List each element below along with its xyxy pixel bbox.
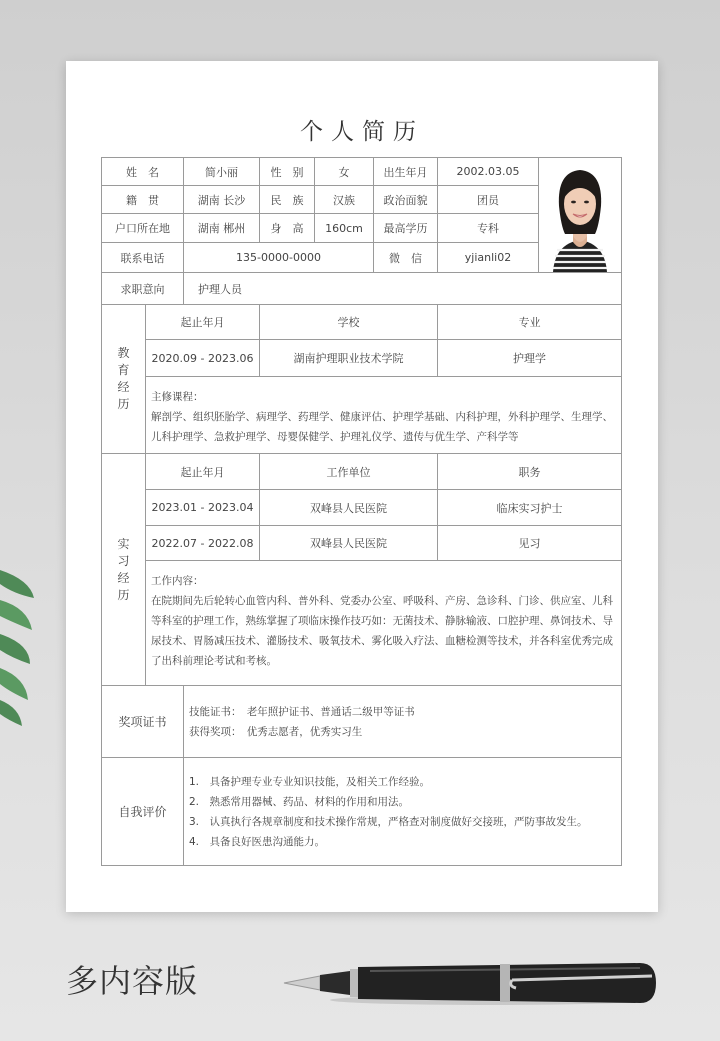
internship-role-2: 见习 bbox=[438, 526, 621, 561]
phone-label: 联系电话 bbox=[102, 243, 184, 273]
internship-unit-2: 双峰县人民医院 bbox=[260, 526, 438, 561]
degree-value: 专科 bbox=[438, 214, 539, 243]
resume-paper bbox=[66, 61, 658, 912]
ethnic-value: 汉族 bbox=[315, 186, 374, 214]
self-eval-label: 自我评价 bbox=[102, 758, 184, 865]
name-label: 姓 名 bbox=[102, 158, 184, 186]
internship-role-1: 临床实习护士 bbox=[438, 490, 621, 526]
degree-label: 最高学历 bbox=[374, 214, 438, 243]
internship-content: 工作内容： 在院期间先后轮转心血管内科、普外科、党委办公室、呼吸科、产房、急诊科、门诊、供应室、儿科 等科室的护理工作，熟练掌握了项临床操作技巧如：无菌技术、静脉输液、口腔护理、鼻饲技术、导 尿技术、胃肠减压技术、灌肠技术、吸氧技术、雾化吸入疗法、血糖检测等技术，并各科室优秀完成 了出科前理论考试和考核。 bbox=[146, 561, 621, 686]
profile-photo bbox=[539, 158, 621, 273]
education-school: 湖南护理职业技术学院 bbox=[260, 340, 438, 377]
hukou-value: 湖南 郴州 bbox=[184, 214, 260, 243]
education-courses: 主修课程： 解剖学、组织胚胎学、病理学、药理学、健康评估、护理学基础、内科护理，外科护理学、生理学、 儿科护理学、急救护理学、母婴保健学、护理礼仪学、遗传与优生学、产科学等 bbox=[146, 377, 621, 454]
political-value: 团员 bbox=[438, 186, 539, 214]
page-title: 个人简历 bbox=[300, 119, 424, 145]
internship-period-1: 2023.01 - 2023.04 bbox=[146, 490, 260, 526]
internship-header-role: 职务 bbox=[438, 454, 621, 490]
pen-decoration bbox=[280, 950, 660, 1010]
education-header-period: 起止年月 bbox=[146, 305, 260, 340]
gender-label: 性 别 bbox=[260, 158, 315, 186]
awards-content: 技能证书： 老年照护证书、普通话二级甲等证书 获得奖项： 优秀志愿者，优秀实习生 bbox=[184, 686, 621, 758]
wechat-value: yjianli02 bbox=[438, 243, 539, 273]
plant-leaf-decoration bbox=[0, 560, 40, 730]
education-header-major: 专业 bbox=[438, 305, 621, 340]
phone-value: 135-0000-0000 bbox=[184, 243, 374, 273]
height-label: 身 高 bbox=[260, 214, 315, 243]
birth-value: 2002.03.05 bbox=[438, 158, 539, 186]
education-period: 2020.09 - 2023.06 bbox=[146, 340, 260, 377]
hukou-label: 户口所在地 bbox=[102, 214, 184, 243]
birth-label: 出生年月 bbox=[374, 158, 438, 186]
resume-table bbox=[101, 157, 622, 866]
internship-header-period: 起止年月 bbox=[146, 454, 260, 490]
self-eval-content: 1. 具备护理专业专业知识技能，及相关工作经验。 2. 熟悉常用器械、药品、材料的作用和用法。 3. 认真执行各规章制度和技术操作常规，严格查对制度做好交接班，严防事故发生。 4. 具备良好医患沟通能力。 bbox=[189, 776, 588, 848]
education-major: 护理学 bbox=[438, 340, 621, 377]
internship-section-label: 实 习 经 历 bbox=[102, 454, 146, 686]
political-label: 政治面貌 bbox=[374, 186, 438, 214]
native-label: 籍 贯 bbox=[102, 186, 184, 214]
gender-value: 女 bbox=[315, 158, 374, 186]
intent-value: 护理人员 bbox=[184, 273, 621, 305]
awards-label: 奖项证书 bbox=[102, 686, 184, 758]
name-value: 简小丽 bbox=[184, 158, 260, 186]
height-value: 160cm bbox=[315, 214, 374, 243]
intent-label: 求职意向 bbox=[102, 273, 184, 305]
internship-unit-1: 双峰县人民医院 bbox=[260, 490, 438, 526]
wechat-label: 微 信 bbox=[374, 243, 438, 273]
internship-period-2: 2022.07 - 2022.08 bbox=[146, 526, 260, 561]
internship-header-unit: 工作单位 bbox=[260, 454, 438, 490]
ethnic-label: 民 族 bbox=[260, 186, 315, 214]
native-value: 湖南 长沙 bbox=[184, 186, 260, 214]
education-header-school: 学校 bbox=[260, 305, 438, 340]
education-section-label: 教 育 经 历 bbox=[102, 305, 146, 454]
version-caption: 多内容版 bbox=[66, 962, 199, 1000]
